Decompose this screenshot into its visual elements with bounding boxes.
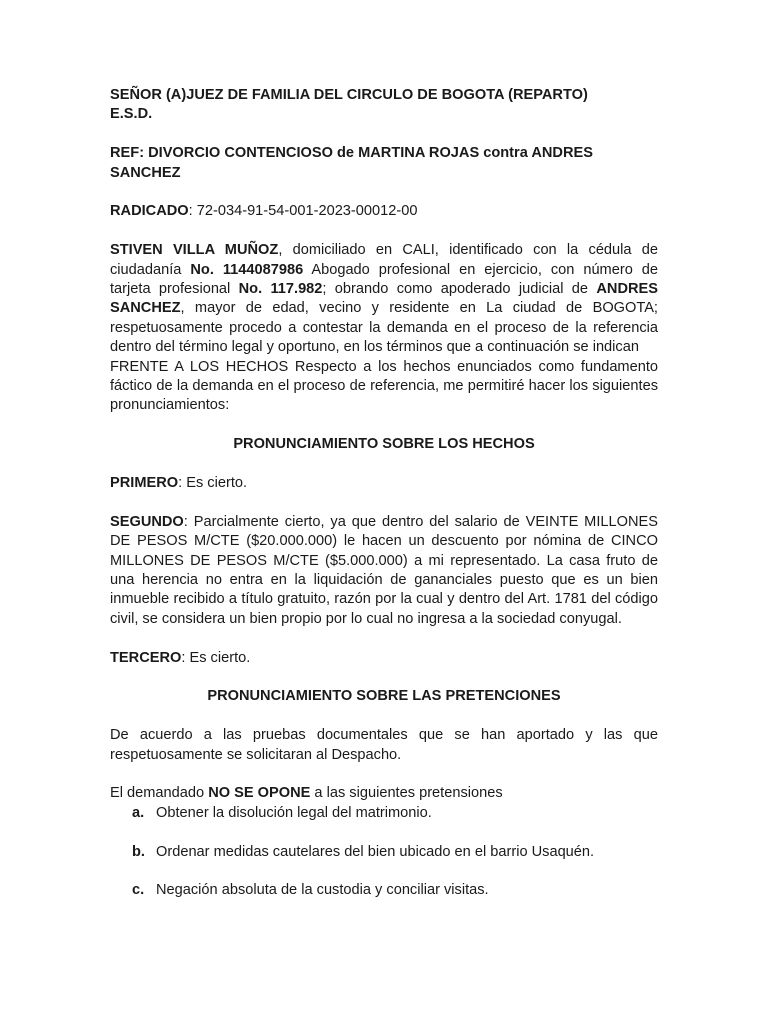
tercero-paragraph <box>110 649 658 668</box>
intro-text-1: , domiciliado en CALI, identificado con la cédula de ciudadanía <box>110 242 658 278</box>
radicado-label: RADICADO <box>110 203 189 220</box>
pretensiones-list <box>110 804 658 901</box>
primero-paragraph <box>110 474 658 493</box>
list-item <box>110 804 658 823</box>
intro-text-4: , mayor de edad, vecino y residente en La ciudad de BOGOTA; respetuosamente procedo a contestar la demanda en el proceso de la referencia dentro del término legal y oportuno, en los términos que a continuación se indican <box>110 300 658 356</box>
segundo-label: SEGUNDO <box>110 513 184 530</box>
primero-label: PRIMERO <box>110 475 179 492</box>
no-opone-line <box>110 784 658 803</box>
list-item-letter: c. <box>132 882 145 899</box>
hechos-heading: PRONUNCIAMIENTO SOBRE LOS HECHOS <box>233 436 535 453</box>
intro-paragraph <box>110 241 658 357</box>
no-opone-post: a las siguientes pretensiones <box>310 785 503 802</box>
client-name: ANDRES SANCHEZ <box>110 281 658 317</box>
segundo-text: : Parcialmente cierto, ya que dentro del salario de VEINTE MILLONES DE PESOS M/CTE ($20.000.000) le hacen un descuento por nómina de CINCO MILLONES DE PESOS M/CTE ($5.000.000) a mi representado. La casa fruto de una herencia no entra en la liquidación de gananciales puesto que es un bien inmueble recibido a título gratuito, razón por la cual y dentro del Art. 1781 del código civil, se considera un bien propio por lo cual no ingresa a la sociedad conyugal. <box>110 513 658 627</box>
reference-line: REF: DIVORCIO CONTENCIOSO de MARTINA ROJAS contra ANDRES SANCHEZ <box>110 145 593 181</box>
document-body <box>110 86 658 901</box>
acuerdo-paragraph: De acuerdo a las pruebas documentales que se han aportado y las que respetuosamente se solicitaran al Despacho. <box>110 727 658 763</box>
addressee-line: SEÑOR (A)JUEZ DE FAMILIA DEL CIRCULO DE BOGOTA (REPARTO) <box>110 87 588 103</box>
list-item <box>110 843 658 862</box>
frente-paragraph: FRENTE A LOS HECHOS Respecto a los hechos enunciados como fundamento fáctico de la demanda en el proceso de referencia, me permitiré hacer los siguientes pronunciamientos: <box>110 358 658 414</box>
intro-text-3: ; obrando como apoderado judicial de <box>322 281 597 298</box>
intro-text-2: Abogado profesional en ejercicio, con número de tarjeta profesional <box>110 261 658 298</box>
list-item <box>110 881 658 900</box>
no-opone-emphasis: NO SE OPONE <box>208 785 311 802</box>
primero-text: : Es cierto. <box>178 475 248 492</box>
list-item-text: Obtener la disolución legal del matrimonio. <box>156 804 432 821</box>
radicado-value: : 72-034-91-54-001-2023-00012-00 <box>188 203 418 220</box>
tarjeta-number: No. 117.982 <box>238 281 323 298</box>
tercero-label: TERCERO <box>110 649 182 666</box>
no-opone-pre: El demandado <box>110 785 209 802</box>
list-item-text: Ordenar medidas cautelares del bien ubicado en el barrio Usaquén. <box>156 843 595 860</box>
esd-line: E.S.D. <box>110 106 153 123</box>
segundo-paragraph <box>110 513 658 629</box>
radicado-line <box>110 202 658 221</box>
list-item-text: Negación absoluta de la custodia y conciliar visitas. <box>156 882 489 899</box>
pretensiones-heading: PRONUNCIAMIENTO SOBRE LAS PRETENCIONES <box>207 688 561 705</box>
cedula-number: No. 1144087986 <box>190 261 304 278</box>
lawyer-name: STIVEN VILLA MUÑOZ <box>110 242 279 259</box>
tercero-text: : Es cierto. <box>181 649 251 666</box>
list-item-letter: a. <box>132 804 145 821</box>
list-item-letter: b. <box>132 843 145 860</box>
